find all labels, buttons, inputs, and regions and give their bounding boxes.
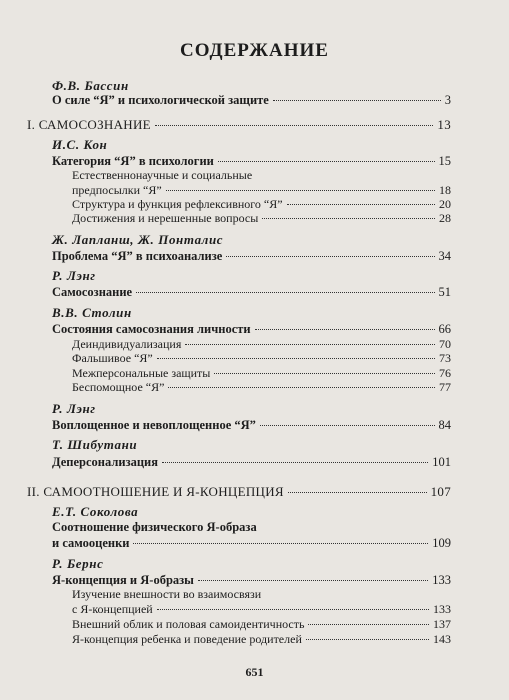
toc-entry (52, 572, 451, 588)
toc-entry (52, 321, 451, 337)
toc-author: И.С. Кон (52, 137, 108, 152)
leader-dots (273, 100, 441, 101)
leader-dots (168, 387, 435, 388)
leader-dots (166, 190, 435, 191)
toc-page-number: 3 (444, 93, 451, 107)
toc-author: В.В. Столин (52, 305, 132, 320)
toc-entry-title-line: Соотношение физического Я-образа (52, 520, 257, 534)
toc-author: Р. Бернс (52, 556, 104, 571)
toc-page-number: 73 (439, 351, 451, 365)
toc-subentry-title: Беспомощное “Я” (72, 380, 165, 394)
toc-subentry-title: Структура и функция рефлексивного “Я” (72, 197, 283, 211)
leader-dots (136, 292, 434, 293)
toc-page-number: 76 (439, 366, 451, 380)
toc-subentry (72, 601, 451, 617)
toc-subentry-line: Изучение внешности во взаимосвязи (72, 587, 262, 601)
toc-subentry (72, 616, 451, 632)
toc-page-number: 18 (439, 183, 451, 197)
toc-page-number: 34 (438, 249, 451, 263)
leader-dots (185, 344, 435, 345)
toc-section (27, 117, 451, 133)
toc-entry-title: О силе “Я” и психологической защите (52, 93, 269, 107)
toc-entry-title: Категория “Я” в психологии (52, 154, 214, 168)
leader-dots (262, 218, 435, 219)
toc-subentry-title: Деиндивидуализация (72, 337, 182, 351)
toc-entry-title: Состояния самосознания личности (52, 322, 251, 336)
toc-entry-title: Деперсонализация (52, 455, 159, 469)
leader-dots (155, 125, 433, 126)
toc-page-number: 20 (439, 197, 451, 211)
toc-entry-title: Воплощенное и невоплощенное “Я” (52, 418, 256, 432)
toc-subentry-title: Межперсональные защиты (72, 366, 211, 380)
leader-dots (214, 373, 435, 374)
leader-dots (133, 543, 428, 544)
toc-page-number: 77 (439, 380, 451, 394)
toc-author: Ф.В. Бассин (52, 78, 129, 93)
toc-page-number: 28 (439, 211, 451, 225)
leader-dots (306, 639, 429, 640)
leader-dots (288, 492, 427, 493)
toc-page-number: 137 (433, 617, 451, 631)
toc-subentry (72, 379, 451, 395)
toc-entry (52, 284, 451, 300)
toc-page-number: 107 (430, 484, 451, 499)
leader-dots (255, 329, 435, 330)
leader-dots (287, 204, 435, 205)
toc-entry (52, 248, 451, 264)
toc-entry-title: Самосознание (52, 285, 133, 299)
toc-page-number: 51 (438, 285, 451, 299)
toc-entry (52, 454, 451, 470)
toc-subentry-title: предпосылки “Я” (72, 183, 162, 197)
toc-entry-title: Я-концепция и Я-образы (52, 573, 194, 587)
toc-author: Р. Лэнг (52, 268, 96, 283)
toc-section (27, 484, 451, 500)
leader-dots (157, 358, 435, 359)
toc-entry (52, 535, 451, 551)
toc-page-number: 15 (438, 154, 451, 168)
toc-page-number: 66 (438, 322, 451, 336)
toc-page-number: 133 (433, 602, 451, 616)
toc-page-number: 70 (439, 337, 451, 351)
leader-dots (162, 462, 428, 463)
toc-section-title: I. САМОСОЗНАНИЕ (27, 117, 151, 132)
toc-entry (52, 92, 451, 108)
toc-author: Ж. Лапланш, Ж. Понталис (52, 232, 224, 247)
page-number: 651 (245, 665, 264, 679)
leader-dots (226, 256, 434, 257)
toc-author: Е.Т. Соколова (52, 504, 139, 519)
leader-dots (308, 624, 429, 625)
toc-page-number: 13 (437, 117, 451, 132)
toc-entry-title: Проблема “Я” в психоанализе (52, 249, 223, 263)
toc-subentry (72, 631, 451, 647)
leader-dots (198, 580, 428, 581)
toc-subentry-title: Внешний облик и половая самоидентичность (72, 617, 305, 631)
leader-dots (157, 609, 429, 610)
page-title: СОДЕРЖАНИЕ (180, 40, 329, 61)
toc-page-number: 133 (432, 573, 451, 587)
toc-entry-title: и самооценки (52, 536, 130, 550)
toc-subentry-title: с Я-концепцией (72, 602, 153, 616)
toc-subentry (72, 210, 451, 226)
toc-entry (52, 417, 451, 433)
toc-subentry-line: Естественнонаучные и социальные (72, 168, 253, 182)
toc-page-number: 143 (433, 632, 451, 646)
leader-dots (218, 161, 435, 162)
leader-dots (260, 425, 435, 426)
toc-author: Р. Лэнг (52, 401, 96, 416)
toc-subentry-title: Фальшивое “Я” (72, 351, 153, 365)
toc-subentry (72, 350, 451, 366)
toc-author: Т. Шибутани (52, 437, 138, 452)
toc-subentry-title: Я-концепция ребенка и поведение родителей (72, 632, 302, 646)
toc-page-number: 84 (438, 418, 451, 432)
toc-page-number: 109 (432, 536, 451, 550)
toc-section-title: II. САМООТНОШЕНИЕ И Я-КОНЦЕПЦИЯ (27, 484, 284, 499)
toc-entry (52, 153, 451, 169)
toc-subentry-title: Достижения и нерешенные вопросы (72, 211, 259, 225)
toc-page-number: 101 (432, 455, 451, 469)
